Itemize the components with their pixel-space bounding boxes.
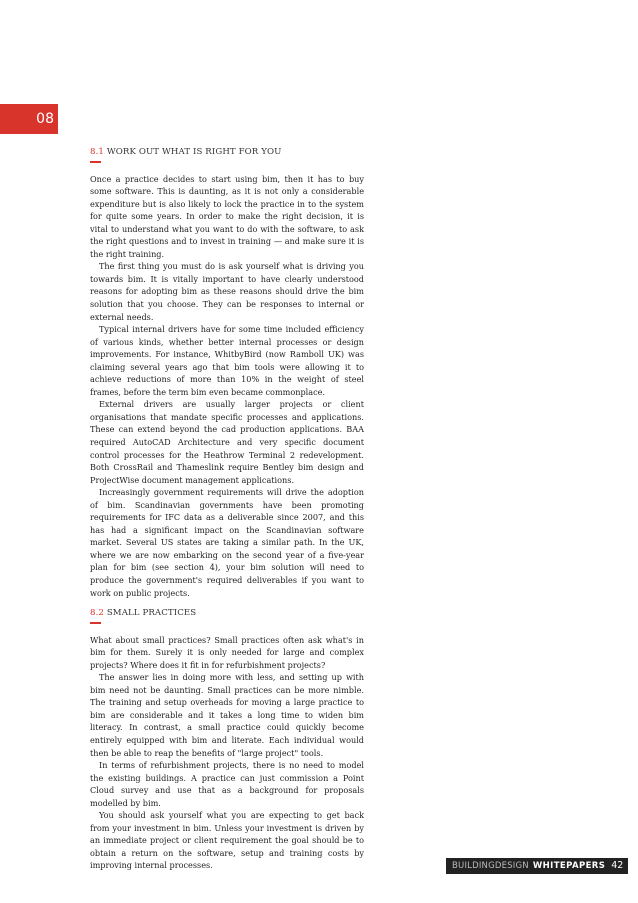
- footer-series: WHITEPAPERS: [532, 861, 606, 871]
- paragraph: Typical internal drivers have for some time included efficiency of various kinds, whether better internal processes or design improvements. For instance, WhitbyBird (now Ramboll UK) was claiming several years ago that bim tools were allowing it to achieve reductions of more than 10% in the weight of steel frames, before the term bim even became commonplace.: [90, 324, 364, 397]
- section-number: 8.2: [90, 608, 104, 619]
- page-footer: [446, 858, 628, 874]
- page-number: 42: [611, 860, 624, 871]
- section-8-2: [90, 608, 364, 872]
- paragraph: Increasingly government requirements will drive the adoption of bim. Scandinavian governments have been promoting requirements for IFC data as a deliverable since 2007, and this has had a significant impact on the Scandinavian software market. Several US states are taking a similar path. In the UK, where we are now embarking on the second year of a five-year plan for bim (see section 4), your bim solution will need to produce the government's required deliverables if you want to work on public projects.: [90, 487, 364, 598]
- section-number: 8.1: [90, 147, 104, 157]
- chapter-number: 08: [36, 111, 54, 127]
- section-heading: [90, 608, 364, 619]
- paragraph: In terms of refurbishment projects, there is no need to model the existing buildings. A practice can just commission a Point Cloud survey and use that as a background for proposals modelled by bim.: [90, 760, 364, 808]
- section-title: WORK OUT WHAT IS RIGHT FOR YOU: [106, 147, 282, 157]
- section-title: SMALL PRACTICES: [106, 608, 197, 619]
- footer-brand: BUILDINGDESIGN: [452, 861, 529, 871]
- heading-accent-rule: [90, 622, 101, 624]
- paragraph: The answer lies in doing more with less, and setting up with bim need not be daunting. Small practices can be more nimble. The training and setup overheads for moving a large practice to bim are considerable and it takes a long time to widen bim literacy. In contrast, a small practice could quickly become entirely equipped with bim and literate. Each individual would then be able to reap the benefits of "large project" tools.: [90, 672, 364, 758]
- section-8-1: [90, 147, 364, 599]
- chapter-tab: [0, 104, 58, 134]
- article-body: [90, 147, 364, 872]
- paragraph: You should ask yourself what you are expecting to get back from your investment in bim. Unless your investment is driven by an immediate project or client requirement the goal should be to obtain a return on the software, setup and training costs by improving internal processes.: [90, 810, 364, 871]
- paragraph: External drivers are usually larger projects or client organisations that mandate specific processes and applications. These can extend beyond the cad production applications. BAA required AutoCAD Architecture and very specific document control processes for the Heathrow Terminal 2 redevelopment. Both CrossRail and Thameslink require Bentley bim design and ProjectWise document management applications.: [90, 399, 364, 485]
- paragraph: Once a practice decides to start using bim, then it has to buy some software. This is daunting, as it is not only a considerable expenditure but is also likely to lock the practice in to the system for quite some years. In order to make the right decision, it is vital to understand what you want to do with the software, to ask the right questions and to invest in training — and make sure it is the right training.: [90, 173, 364, 259]
- paragraph: What about small practices? Small practices often ask what's in bim for them. Surely it is only needed for large and complex projects? Where does it fit in for refurbishment projects?: [90, 634, 364, 670]
- heading-accent-rule: [90, 161, 101, 163]
- section-heading: [90, 147, 364, 158]
- paragraph: The first thing you must do is ask yourself what is driving you towards bim. It is vitally important to have clearly understood reasons for adopting bim as these reasons should drive the bim solution that you choose. They can be responses to internal or external needs.: [90, 261, 364, 322]
